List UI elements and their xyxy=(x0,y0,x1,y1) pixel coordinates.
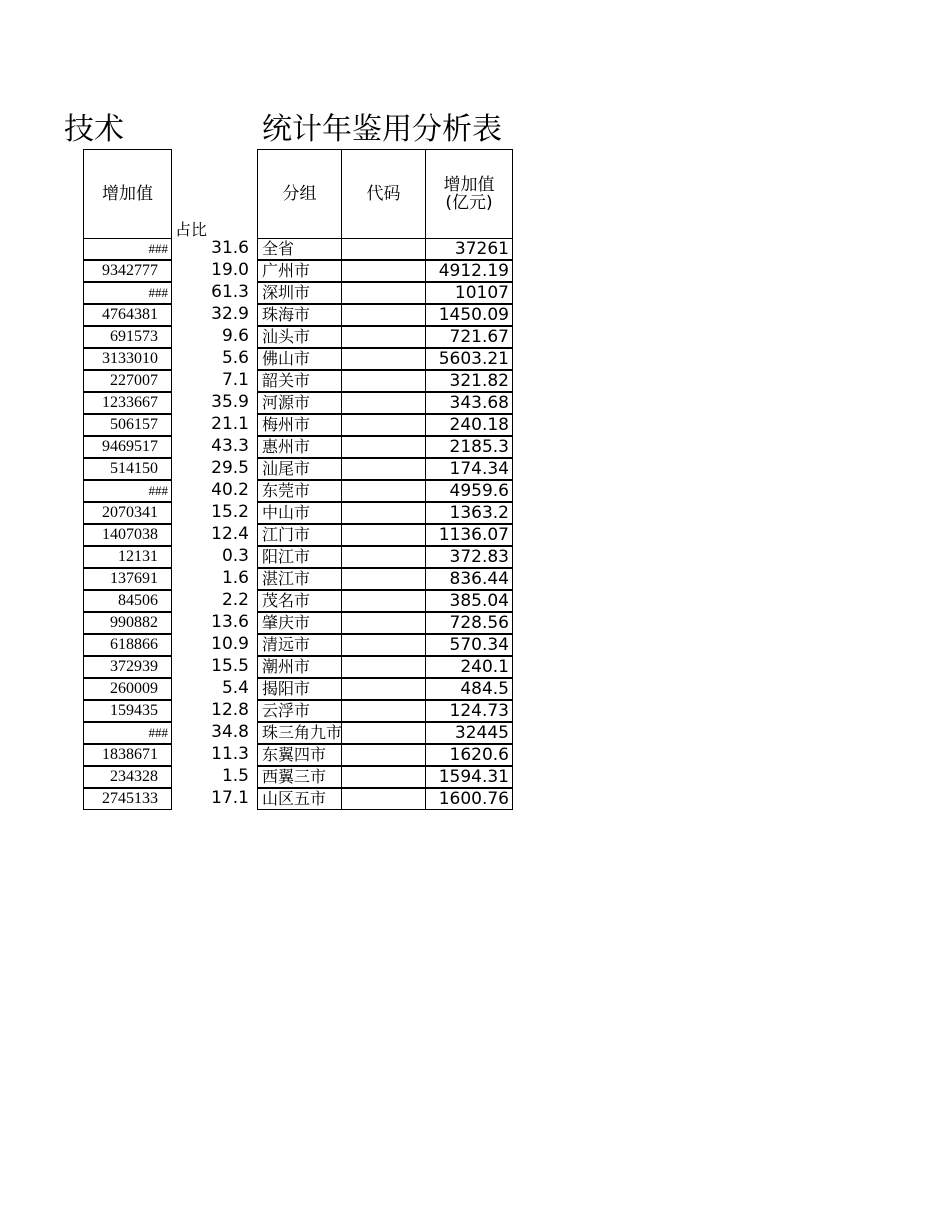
group-cell[interactable]: 潮州市 xyxy=(257,656,342,678)
added-value-cell[interactable]: 260009 xyxy=(83,678,172,700)
value-cell[interactable]: 1136.07 xyxy=(425,524,513,546)
header-label: 代码 xyxy=(366,184,401,204)
code-cell[interactable] xyxy=(341,414,426,436)
title-fragment: 技术 xyxy=(64,112,124,147)
value-cell[interactable]: 4912.19 xyxy=(425,260,513,282)
group-cell[interactable]: 湛江市 xyxy=(257,568,342,590)
group-cell[interactable]: 江门市 xyxy=(257,524,342,546)
group-cell[interactable]: 清远市 xyxy=(257,634,342,656)
ratio-cell[interactable]: 5.4 xyxy=(221,678,249,698)
code-cell[interactable] xyxy=(341,436,426,458)
ratio-cell[interactable]: 1.6 xyxy=(221,568,249,588)
value-cell[interactable]: 240.1 xyxy=(425,656,513,678)
group-cell[interactable]: 珠海市 xyxy=(257,304,342,326)
added-value-cell[interactable]: 372939 xyxy=(83,656,172,678)
value-cell[interactable]: 1620.6 xyxy=(425,744,513,766)
value-cell[interactable]: 372.83 xyxy=(425,546,513,568)
ratio-cell[interactable]: 12.4 xyxy=(211,524,249,544)
ratio-cell[interactable]: 32.9 xyxy=(211,304,249,324)
value-cell[interactable]: 1594.31 xyxy=(425,766,513,788)
header-ratio: 占比 xyxy=(175,220,208,239)
added-value-cell[interactable]: 159435 xyxy=(83,700,172,722)
code-cell[interactable] xyxy=(341,260,426,282)
header-label: 增加值 xyxy=(443,175,495,195)
added-value-cell[interactable]: 9469517 xyxy=(83,436,172,458)
added-value-cell[interactable]: 137691 xyxy=(83,568,172,590)
group-cell[interactable]: 东翼四市 xyxy=(257,744,342,766)
added-value-cell[interactable]: 2745133 xyxy=(83,788,172,810)
value-cell[interactable]: 321.82 xyxy=(425,370,513,392)
header-label: 分组 xyxy=(282,184,317,204)
code-cell[interactable] xyxy=(341,678,426,700)
ratio-cell[interactable]: 13.6 xyxy=(211,612,249,632)
value-cell[interactable]: 343.68 xyxy=(425,392,513,414)
ratio-cell[interactable]: 11.3 xyxy=(211,744,249,764)
group-cell[interactable]: 揭阳市 xyxy=(257,678,342,700)
group-cell[interactable]: 阳江市 xyxy=(257,546,342,568)
ratio-cell[interactable]: 19.0 xyxy=(211,260,249,280)
value-cell[interactable]: 836.44 xyxy=(425,568,513,590)
value-cell[interactable]: 4959.6 xyxy=(425,480,513,502)
added-value-cell[interactable]: 84506 xyxy=(83,590,172,612)
added-value-cell[interactable]: ### xyxy=(83,480,172,502)
group-cell[interactable]: 东莞市 xyxy=(257,480,342,502)
group-cell[interactable]: 西翼三市 xyxy=(257,766,342,788)
ratio-cell[interactable]: 15.2 xyxy=(211,502,249,522)
added-value-cell[interactable]: 2070341 xyxy=(83,502,172,524)
value-cell[interactable]: 570.34 xyxy=(425,634,513,656)
ratio-cell[interactable]: 7.1 xyxy=(221,370,249,390)
value-cell[interactable]: 1363.2 xyxy=(425,502,513,524)
value-cell[interactable]: 1600.76 xyxy=(425,788,513,810)
value-cell[interactable]: 385.04 xyxy=(425,590,513,612)
value-cell[interactable]: 721.67 xyxy=(425,326,513,348)
added-value-cell[interactable]: 506157 xyxy=(83,414,172,436)
header-unit: (亿元) xyxy=(445,193,493,213)
value-cell[interactable]: 240.18 xyxy=(425,414,513,436)
header-added-value-unit xyxy=(425,149,513,239)
added-value-cell[interactable]: 1838671 xyxy=(83,744,172,766)
group-cell[interactable]: 山区五市 xyxy=(257,788,342,810)
value-cell[interactable]: 5603.21 xyxy=(425,348,513,370)
code-cell[interactable] xyxy=(341,326,426,348)
code-cell[interactable] xyxy=(341,744,426,766)
code-cell[interactable] xyxy=(341,524,426,546)
value-cell[interactable]: 32445 xyxy=(425,722,513,744)
value-cell[interactable]: 37261 xyxy=(425,238,513,260)
code-cell[interactable] xyxy=(341,722,426,744)
ratio-cell[interactable]: 35.9 xyxy=(211,392,249,412)
code-cell[interactable] xyxy=(341,458,426,480)
code-cell[interactable] xyxy=(341,348,426,370)
code-cell[interactable] xyxy=(341,392,426,414)
code-cell[interactable] xyxy=(341,590,426,612)
added-value-cell[interactable]: 227007 xyxy=(83,370,172,392)
ratio-cell[interactable]: 31.6 xyxy=(211,238,249,258)
code-cell[interactable] xyxy=(341,612,426,634)
code-cell[interactable] xyxy=(341,480,426,502)
value-cell[interactable]: 484.5 xyxy=(425,678,513,700)
group-cell[interactable]: 河源市 xyxy=(257,392,342,414)
added-value-cell[interactable]: 4764381 xyxy=(83,304,172,326)
added-value-cell[interactable]: ### xyxy=(83,722,172,744)
ratio-cell[interactable]: 43.3 xyxy=(211,436,249,456)
group-cell[interactable]: 汕尾市 xyxy=(257,458,342,480)
group-cell[interactable]: 珠三角九市 xyxy=(257,722,342,744)
added-value-cell[interactable]: 691573 xyxy=(83,326,172,348)
header-code xyxy=(341,149,426,239)
added-value-cell[interactable]: 12131 xyxy=(83,546,172,568)
value-cell[interactable]: 2185.3 xyxy=(425,436,513,458)
ratio-cell[interactable]: 9.6 xyxy=(221,326,249,346)
added-value-cell[interactable]: 990882 xyxy=(83,612,172,634)
group-cell[interactable]: 全省 xyxy=(257,238,342,260)
group-cell[interactable]: 中山市 xyxy=(257,502,342,524)
added-value-cell[interactable]: 234328 xyxy=(83,766,172,788)
code-cell[interactable] xyxy=(341,634,426,656)
code-cell[interactable] xyxy=(341,788,426,810)
ratio-cell[interactable]: 40.2 xyxy=(211,480,249,500)
group-cell[interactable]: 云浮市 xyxy=(257,700,342,722)
code-cell[interactable] xyxy=(341,766,426,788)
code-cell[interactable] xyxy=(341,568,426,590)
group-cell[interactable]: 韶关市 xyxy=(257,370,342,392)
group-cell[interactable]: 肇庆市 xyxy=(257,612,342,634)
ratio-cell[interactable]: 61.3 xyxy=(211,282,249,302)
code-cell[interactable] xyxy=(341,502,426,524)
added-value-cell[interactable]: 1233667 xyxy=(83,392,172,414)
group-cell[interactable]: 梅州市 xyxy=(257,414,342,436)
added-value-cell[interactable]: 3133010 xyxy=(83,348,172,370)
page-title: 统计年鉴用分析表 xyxy=(262,112,502,147)
added-value-cell[interactable]: 9342777 xyxy=(83,260,172,282)
group-cell[interactable]: 广州市 xyxy=(257,260,342,282)
header-label: 增加值 xyxy=(102,184,153,204)
code-cell[interactable] xyxy=(341,546,426,568)
code-cell[interactable] xyxy=(341,370,426,392)
ratio-cell[interactable]: 1.5 xyxy=(221,766,249,786)
value-cell[interactable]: 10107 xyxy=(425,282,513,304)
ratio-cell[interactable]: 15.5 xyxy=(211,656,249,676)
group-cell[interactable]: 汕头市 xyxy=(257,326,342,348)
value-cell[interactable]: 728.56 xyxy=(425,612,513,634)
code-cell[interactable] xyxy=(341,304,426,326)
group-cell[interactable]: 茂名市 xyxy=(257,590,342,612)
ratio-cell[interactable]: 5.6 xyxy=(221,348,249,368)
header-added-value xyxy=(83,149,172,239)
ratio-cell[interactable]: 29.5 xyxy=(211,458,249,478)
group-cell[interactable]: 深圳市 xyxy=(257,282,342,304)
group-cell[interactable]: 惠州市 xyxy=(257,436,342,458)
value-cell[interactable]: 124.73 xyxy=(425,700,513,722)
ratio-cell[interactable]: 21.1 xyxy=(211,414,249,434)
ratio-cell[interactable]: 0.3 xyxy=(221,546,249,566)
code-cell[interactable] xyxy=(341,656,426,678)
ratio-cell[interactable]: 2.2 xyxy=(221,590,249,610)
code-cell[interactable] xyxy=(341,700,426,722)
group-cell[interactable]: 佛山市 xyxy=(257,348,342,370)
added-value-cell[interactable]: ### xyxy=(83,282,172,304)
header-group xyxy=(257,149,342,239)
ratio-cell[interactable]: 34.8 xyxy=(211,722,249,742)
code-cell[interactable] xyxy=(341,238,426,260)
added-value-cell[interactable]: 514150 xyxy=(83,458,172,480)
ratio-cell[interactable]: 10.9 xyxy=(211,634,249,654)
code-cell[interactable] xyxy=(341,282,426,304)
value-cell[interactable]: 174.34 xyxy=(425,458,513,480)
ratio-cell[interactable]: 12.8 xyxy=(211,700,249,720)
added-value-cell[interactable]: ### xyxy=(83,238,172,260)
ratio-cell[interactable]: 17.1 xyxy=(211,788,249,808)
added-value-cell[interactable]: 1407038 xyxy=(83,524,172,546)
value-cell[interactable]: 1450.09 xyxy=(425,304,513,326)
added-value-cell[interactable]: 618866 xyxy=(83,634,172,656)
